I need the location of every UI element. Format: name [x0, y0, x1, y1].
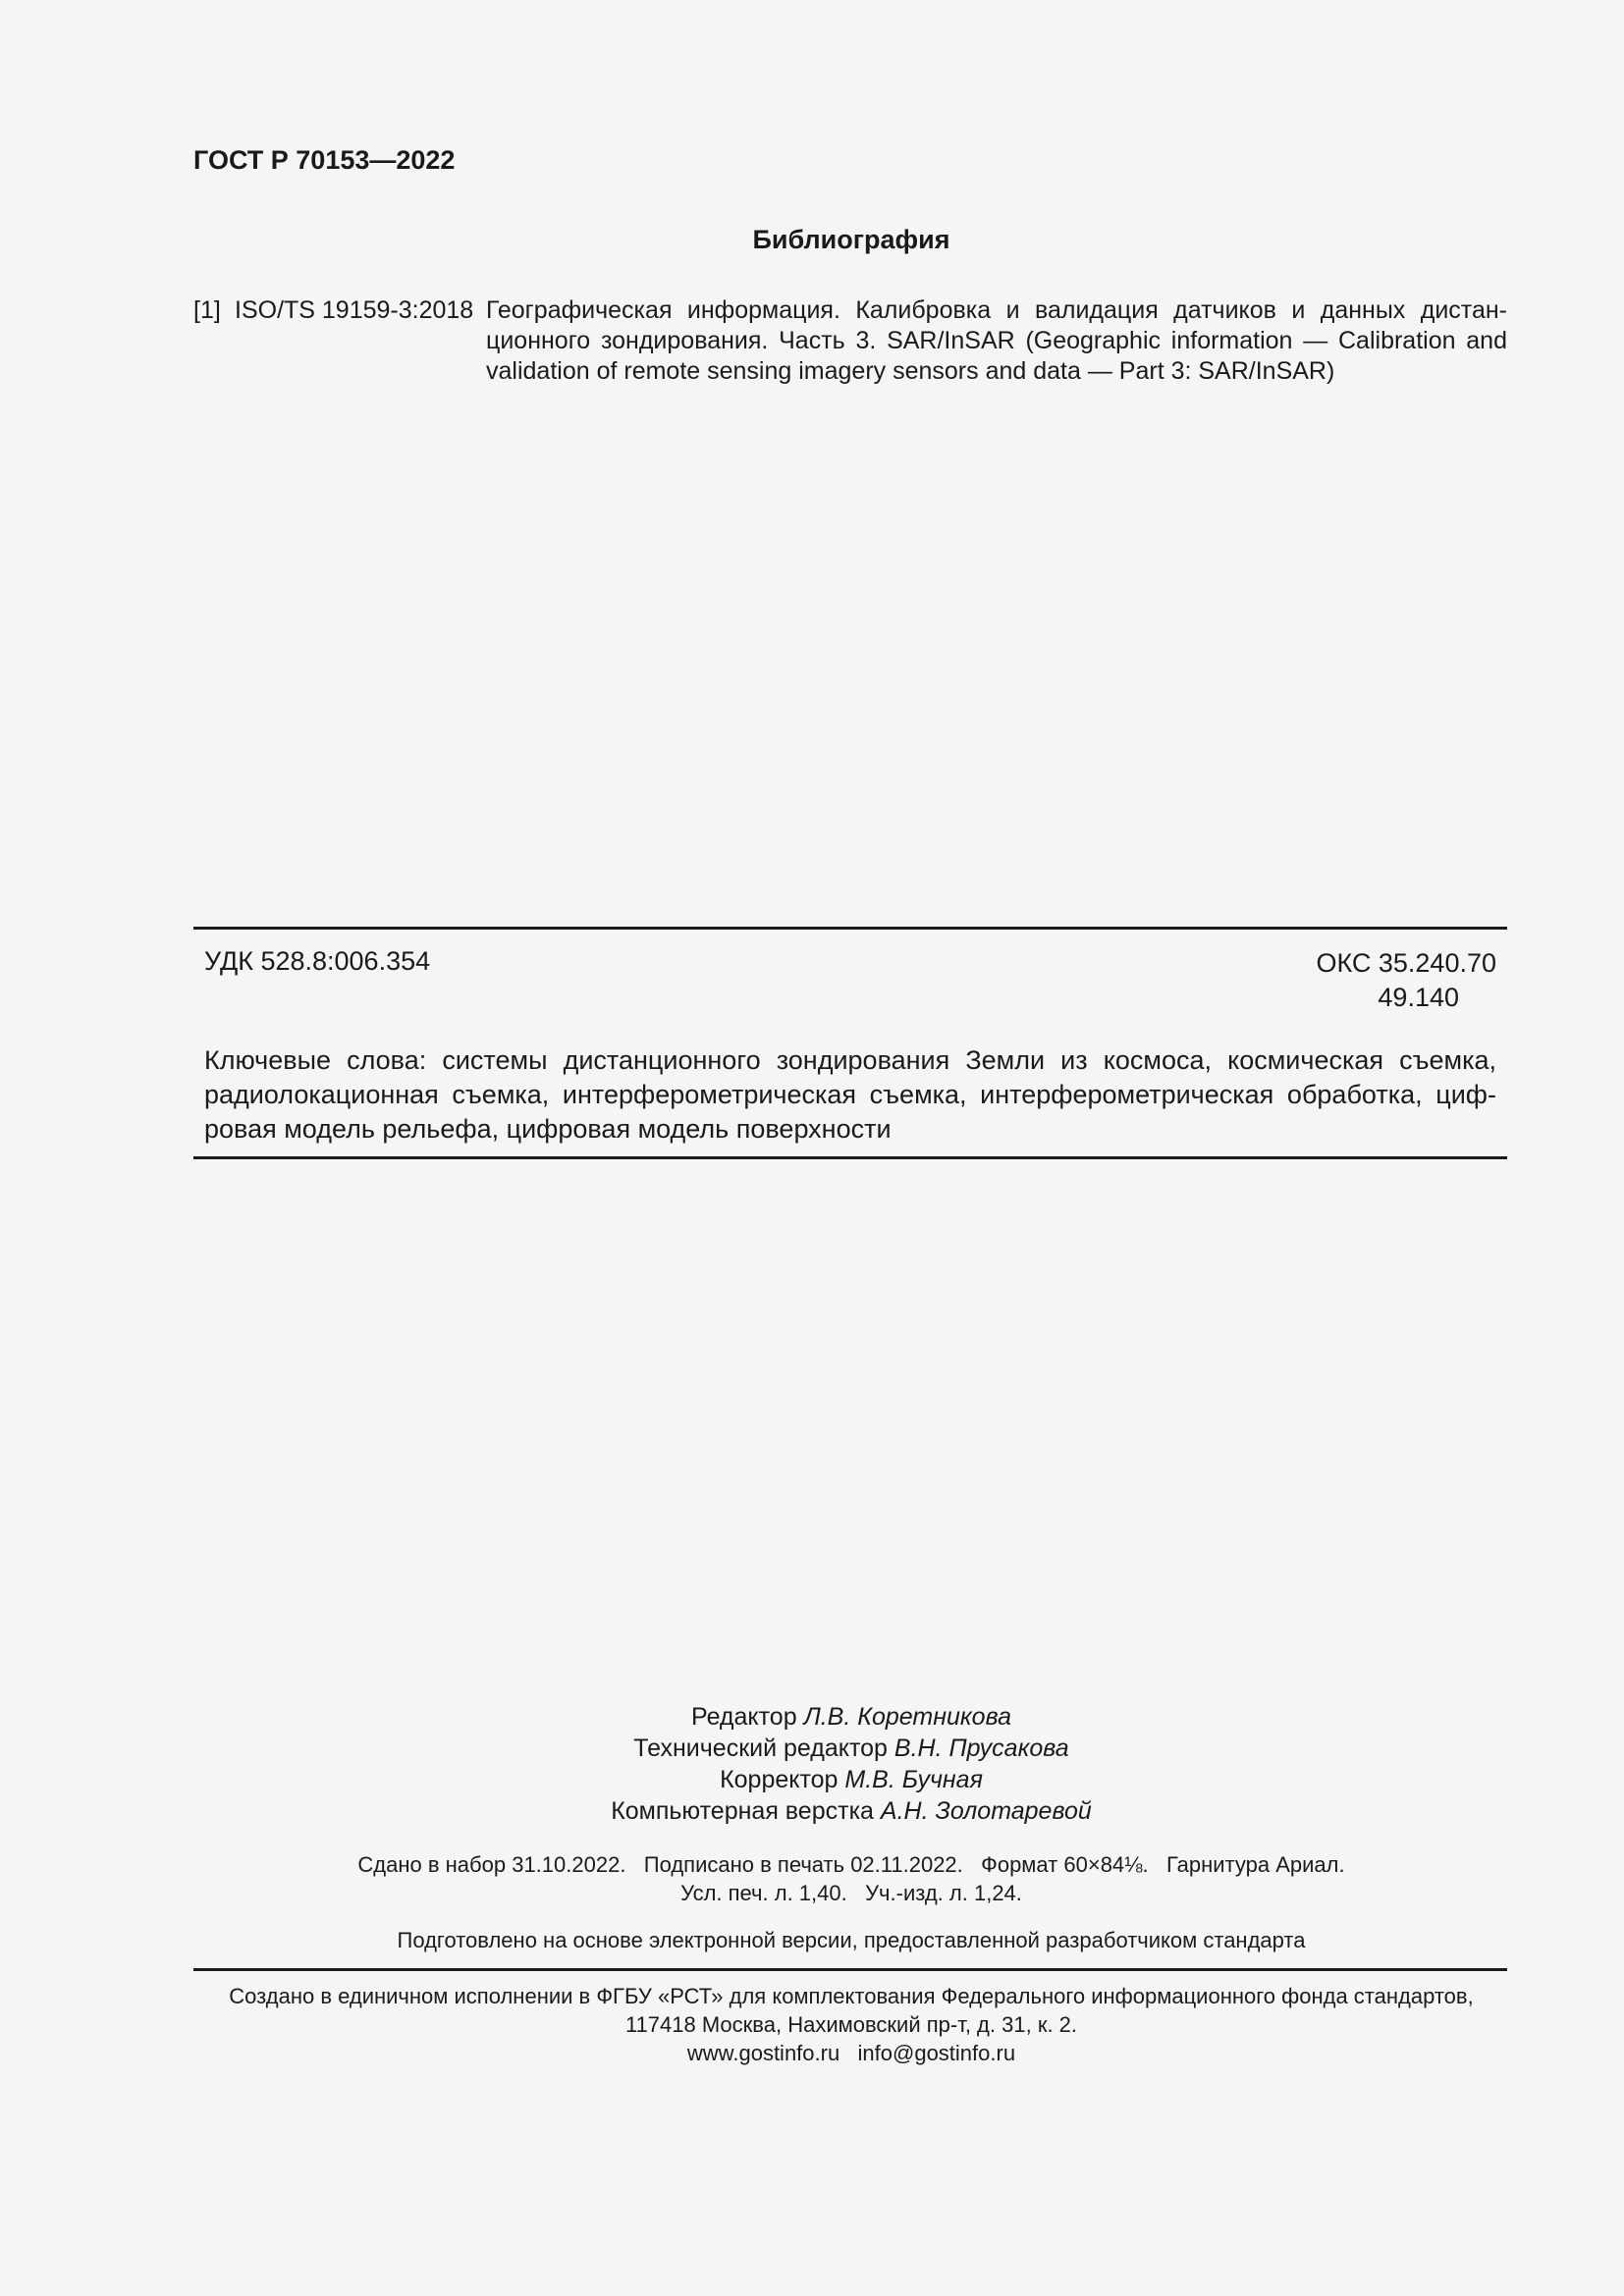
credit-role: Корректор	[720, 1766, 839, 1793]
credit-corrector	[0, 1764, 1624, 1795]
credit-role: Редактор	[691, 1703, 797, 1731]
keywords: Ключевые слова: системы дистанционного зондирования Земли из космоса, космическая съемка, радиолокационная съемка, интерферометрическая съемка, интерферометрическая обработка, циф-ровая модель рельефа, цифровая модель поверхности	[204, 1045, 1496, 1144]
top-divider	[193, 927, 1507, 930]
print-info-line-2: Усл. печ. л. 1,40. Уч.-изд. л. 1,24.	[680, 1881, 1022, 1905]
bottom-divider	[193, 1156, 1507, 1159]
prepared-note: Подготовлено на основе электронной версии, предоставленной разработчиком стандарта	[397, 1928, 1306, 1952]
credit-person: М.В. Бучная	[844, 1766, 983, 1793]
credit-editor	[0, 1701, 1624, 1733]
oks-codes	[1316, 946, 1496, 1015]
oks-line-2: 49.140	[1378, 983, 1459, 1012]
credit-layout	[0, 1795, 1624, 1827]
udk-code: УДК 528.8:006.354	[204, 946, 431, 976]
footer-divider	[193, 1968, 1507, 1971]
entry-text: Географическая информация. Калибровка и валидация датчиков и данных дистан-ционного зондирования. Часть 3. SAR/InSAR (Geographic information — Calibration and validation of remote sensing imagery sensors and data — Part 3: SAR/InSAR)	[486, 296, 1507, 385]
credit-tech-editor	[0, 1733, 1624, 1764]
credit-role: Компьютерная верстка	[611, 1797, 874, 1825]
footer-line-2: 117418 Москва, Нахимовский пр-т, д. 31, к. 2.	[624, 2012, 1078, 2037]
print-info-line-1: Сдано в набор 31.10.2022. Подписано в печать 02.11.2022. Формат 60×84⅛. Гарнитура Ариал.	[357, 1852, 1345, 1877]
print-info	[0, 1850, 1624, 1907]
footer	[0, 1982, 1624, 2067]
credit-person: А.Н. Золотаревой	[880, 1797, 1092, 1825]
document-code: ГОСТ Р 70153—2022	[193, 145, 456, 175]
credit-person: Л.В. Коретникова	[803, 1703, 1011, 1731]
credit-person: В.Н. Прусакова	[893, 1735, 1069, 1762]
oks-line-1: ОКС 35.240.70	[1316, 948, 1496, 978]
entry-reference: ISO/TS 19159-3:2018	[235, 296, 474, 324]
footer-line-1: Создано в единичном исполнении в ФГБУ «РСТ» для комплектования Федерального информационного фонда стандартов,	[229, 1984, 1474, 2008]
entry-number: [1]	[193, 296, 221, 324]
bibliography-title: Библиография	[752, 225, 950, 254]
footer-line-3: www.gostinfo.ru info@gostinfo.ru	[686, 2041, 1016, 2065]
credits-block	[0, 1701, 1624, 1827]
credit-role: Технический редактор	[633, 1735, 888, 1762]
